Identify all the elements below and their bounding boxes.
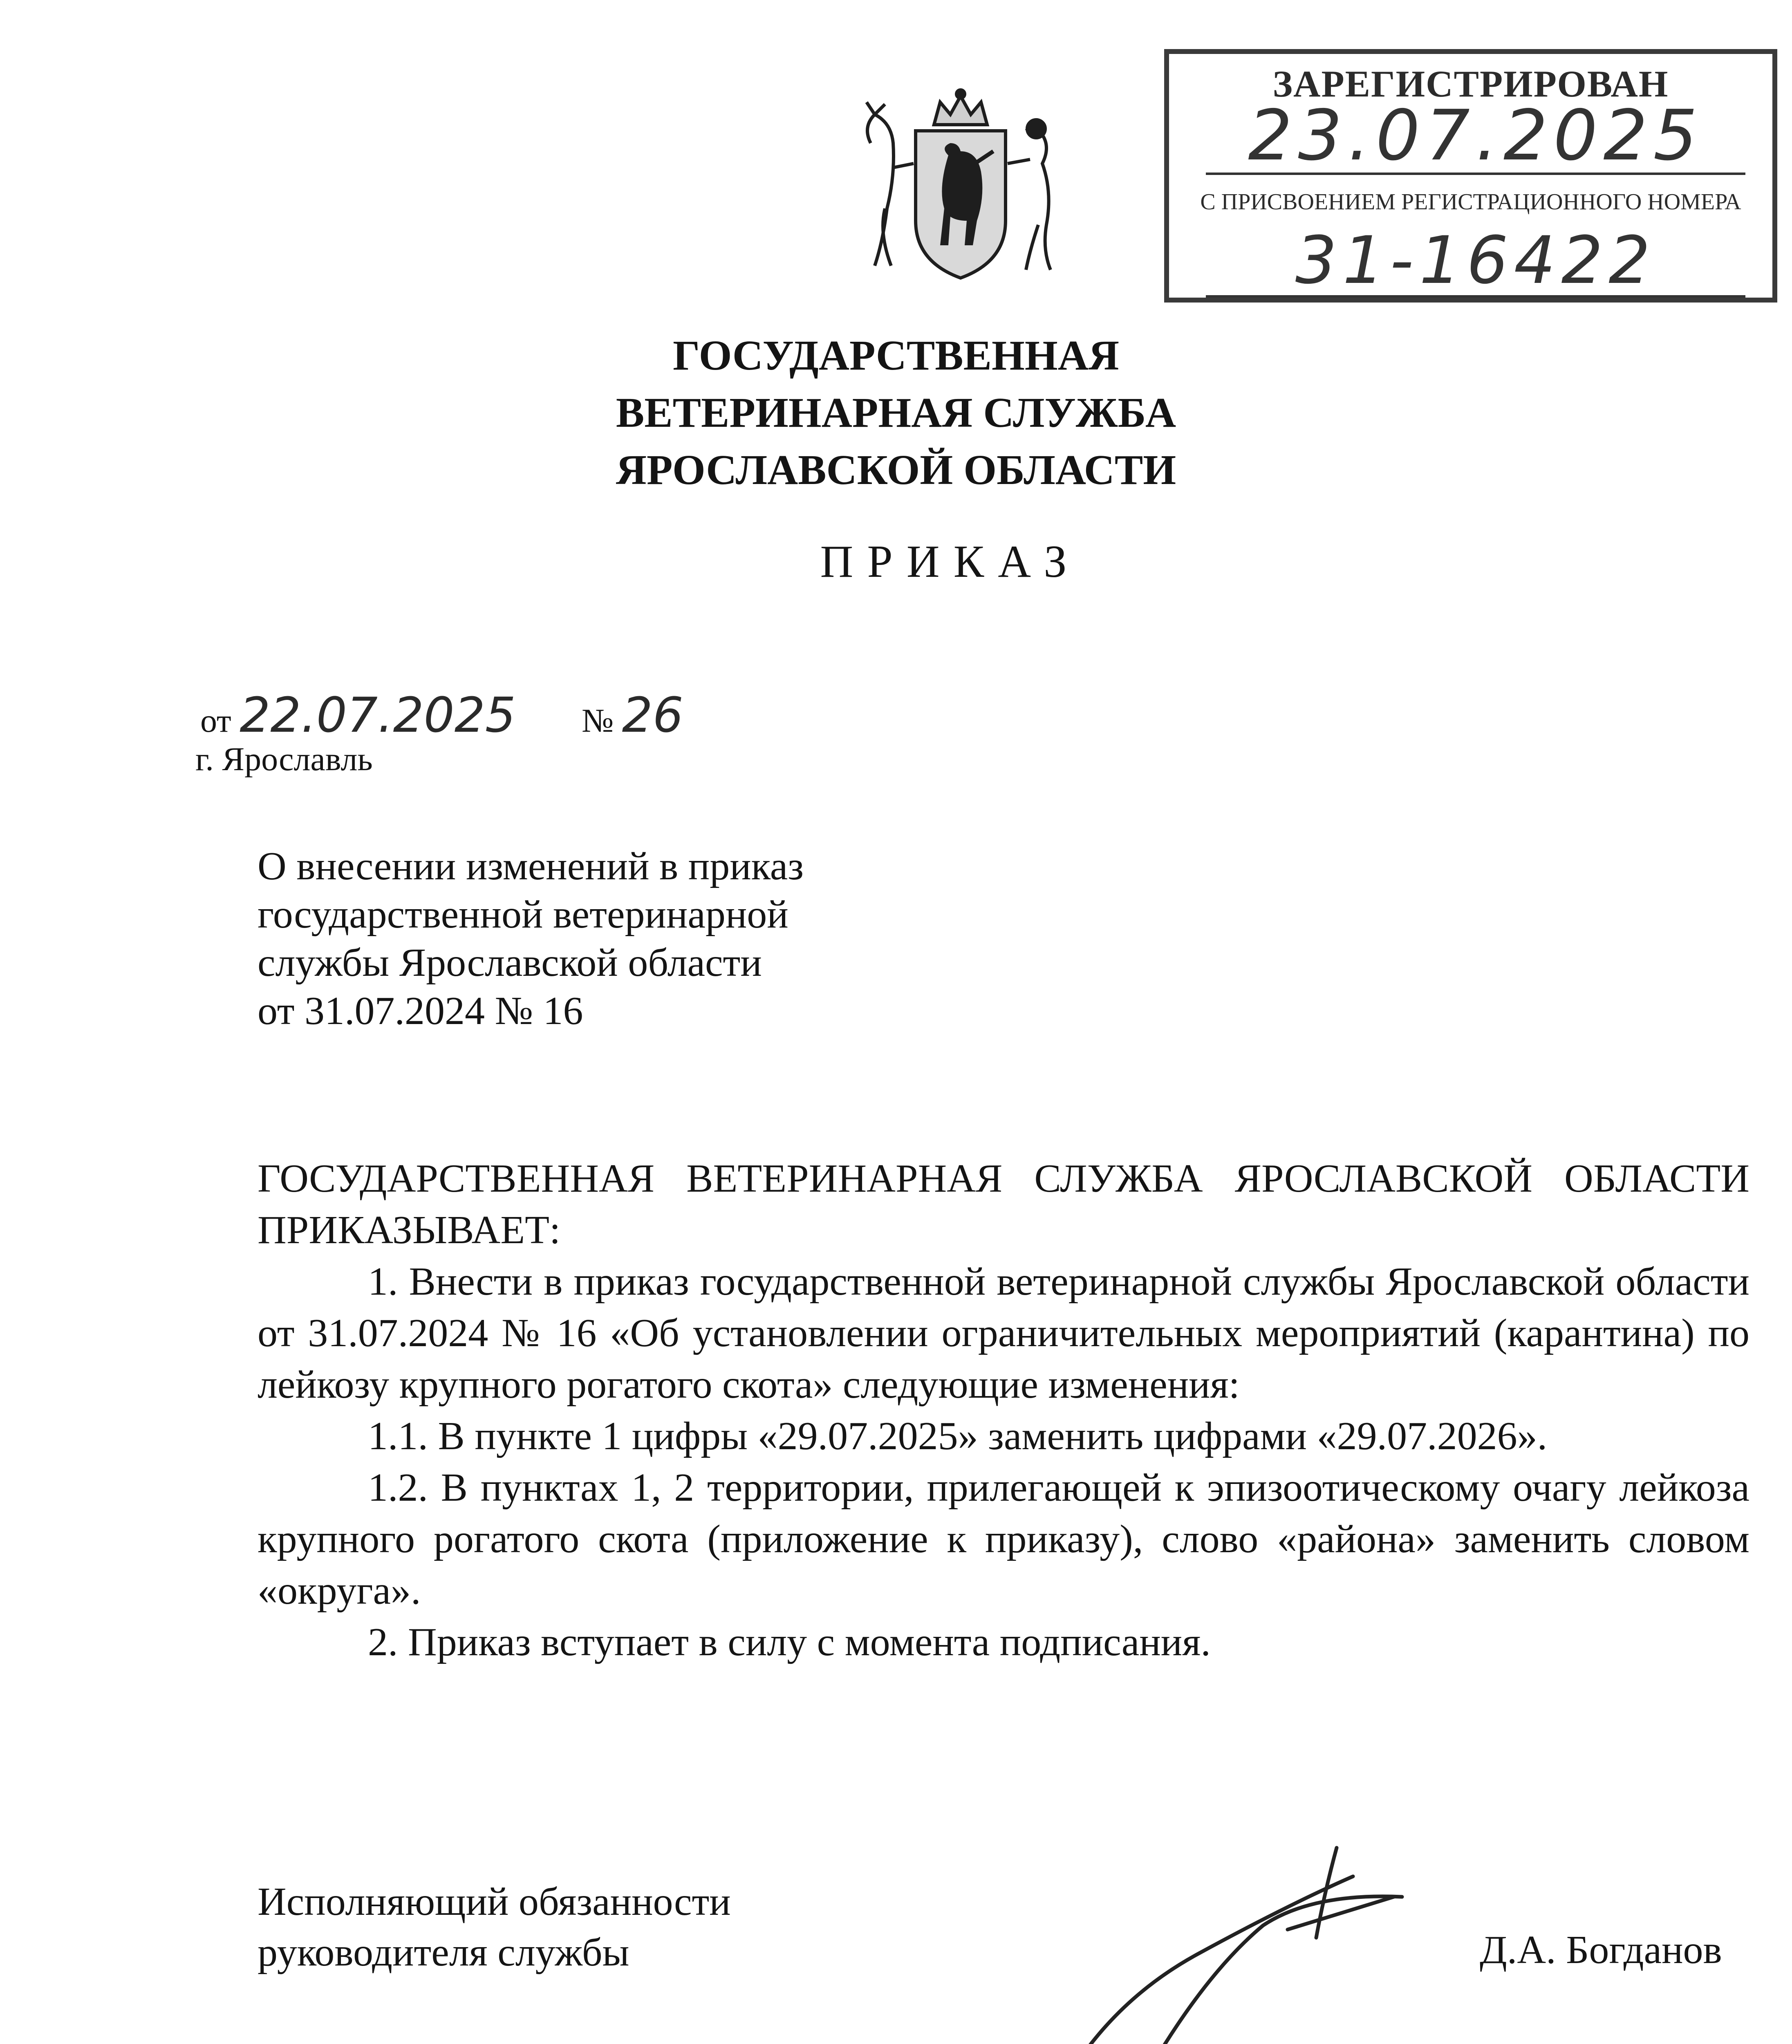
org-name-line1: ГОСУДАРСТВЕННАЯ [673, 332, 1119, 379]
signatory-name: Д.А. Богданов [1480, 1928, 1722, 1972]
handwritten-signature [1001, 1831, 1431, 2044]
subject-line: О внесении изменений в приказ [258, 844, 804, 888]
order-city: г. Ярославль [195, 740, 373, 778]
body-intro: ГОСУДАРСТВЕННАЯ ВЕТЕРИНАРНАЯ СЛУЖБА ЯРОСЛАВСКОЙ ОБЛАСТИ ПРИКАЗЫВАЕТ: [258, 1156, 1749, 1252]
body-paragraph-2: 2. Приказ вступает в силу с момента подписания. [368, 1620, 1211, 1664]
coat-of-arms-icon [846, 86, 1075, 298]
stamp-date: 23.07.2025 [1206, 99, 1745, 175]
signatory-position [258, 1876, 731, 1978]
number-prefix: № [581, 702, 614, 739]
org-name-line3: ЯРОСЛАВСКОЙ ОБЛАСТИ [616, 446, 1176, 493]
order-date: 22.07.2025 [240, 687, 516, 743]
registration-stamp [1164, 49, 1777, 303]
subject-line: государственной ветеринарной [258, 892, 788, 937]
body-paragraph-1: 1. Внести в приказ государственной ветеринарной службы Ярославской области от 31.07.2024 № 16 «Об установлении ограничительных мероприятий (карантина) по лейкозу крупного рогатого скота» следующие изменения: [258, 1260, 1749, 1407]
stamp-subtitle: С ПРИСВОЕНИЕМ РЕГИСТРАЦИОННОГО НОМЕРА [1200, 189, 1741, 215]
org-name-line2: ВЕТЕРИНАРНАЯ СЛУЖБА [616, 389, 1176, 436]
order-body [258, 1153, 1749, 1668]
order-date-line [200, 687, 683, 743]
position-line: Исполняющий обязанности [258, 1880, 731, 1924]
date-prefix: от [200, 702, 231, 739]
subject-line: службы Ярославской области [258, 941, 762, 985]
position-line: руководителя службы [258, 1930, 629, 1975]
body-paragraph-1-2: 1.2. В пунктах 1, 2 территории, прилегающей к эпизоотическому очагу лейкоза крупного рогатого скота (приложение к приказу), слово «района» заменить словом «округа». [258, 1466, 1749, 1613]
order-number: 26 [622, 687, 683, 743]
document-type-title: ПРИКАЗ [820, 536, 1081, 587]
order-subject [258, 842, 804, 1035]
body-paragraph-1-1: 1.1. В пункте 1 цифры «29.07.2025» заменить цифрами «29.07.2026». [368, 1414, 1548, 1458]
stamp-title: ЗАРЕГИСТРИРОВАН [1272, 63, 1669, 105]
stamp-registration-number: 31-16422 [1206, 226, 1745, 298]
subject-line: от 31.07.2024 № 16 [258, 989, 583, 1033]
